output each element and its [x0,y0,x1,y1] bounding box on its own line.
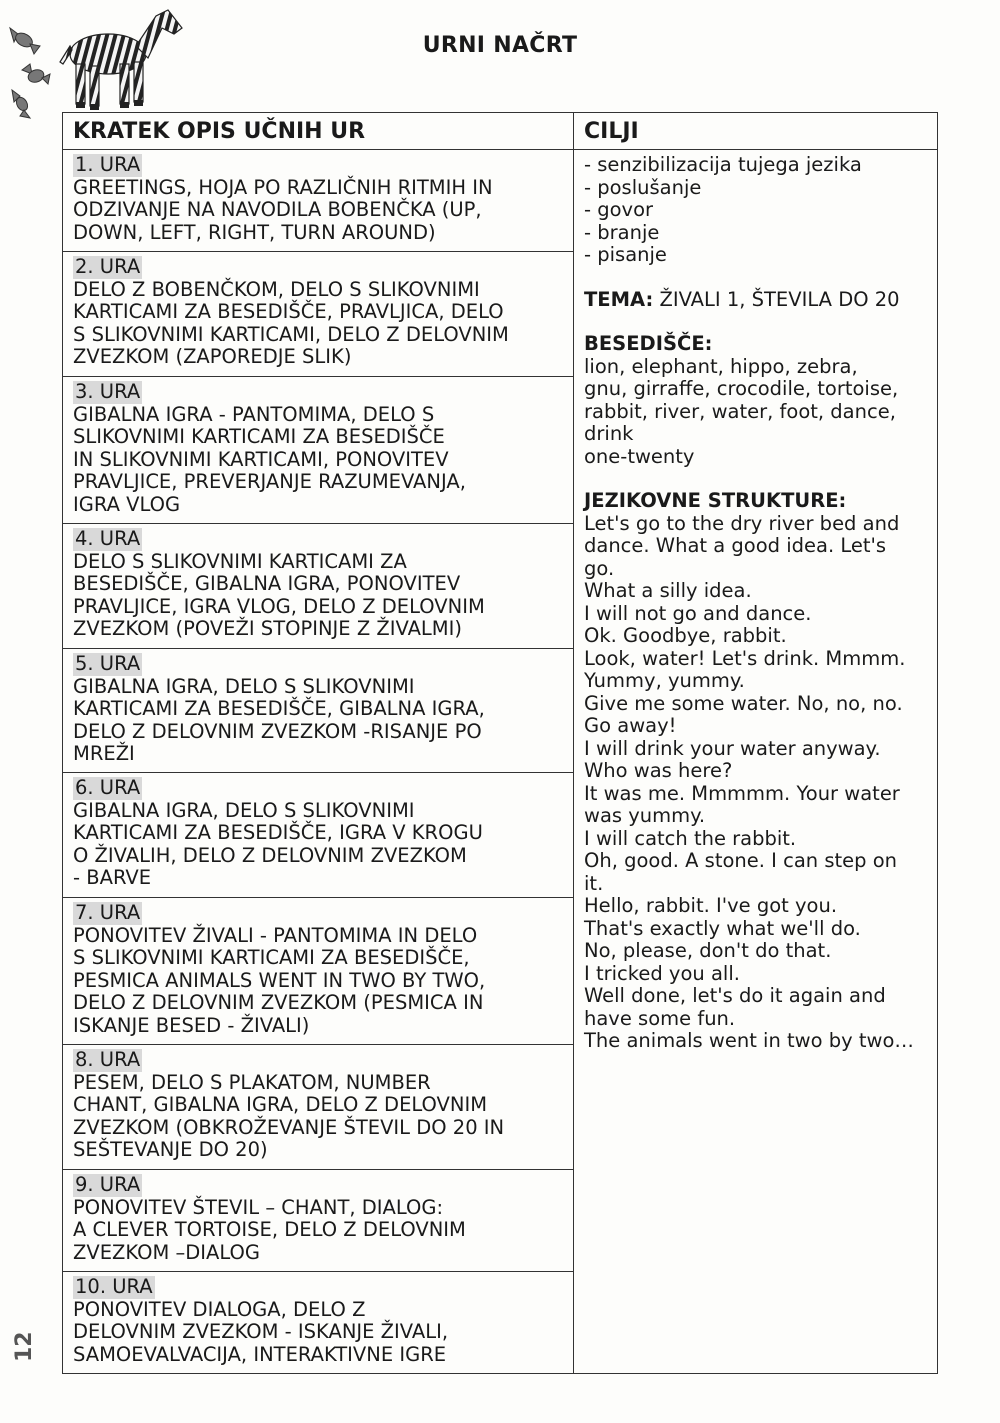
lesson-cell [63,524,573,649]
topic-label: TEMA: [584,287,654,311]
lesson-number: 4. URA [75,527,141,550]
lesson-number: 7. URA [75,901,141,924]
vocabulary-text: lion, elephant, hippo, zebra, gnu, girraffe, crocodile, tortoise, rabbit, river, water, foot, dance, drink one-twenty [584,354,899,468]
lesson-number: 8. URA [75,1048,141,1071]
lesson-description: GIBALNA IGRA, DELO S SLIKOVNIMI KARTICAMI ZA BESEDIŠČE, IGRA V KROGU O ŽIVALIH, DELO Z DELOVNIM ZVEZKOM - BARVE [73,798,483,889]
lesson-description: PONOVITEV ŽIVALI - PANTOMIMA IN DELO S SLIKOVNIMI KARTICAMI ZA BESEDIŠČE, PESMICA ANIMALS WENT IN TWO BY TWO, DELO Z DELOVNIM ZVEZKOM (PESMICA IN ISKANJE BESED - ŽIVALI) [73,923,486,1037]
goals-column-header: CILJI [574,113,937,150]
page-number: 12 [12,1331,37,1362]
lesson-cell [63,150,573,252]
language-structures-label: JEZIKOVNE STRUKTURE: [584,489,847,512]
language-structures-text: Let's go to the dry river bed and dance. What a good idea. Let's go. What a silly idea. I will not go and dance. Ok. Goodbye, rabbit. Look, water! Let's drink. Mmmm. Yummy, yummy. Give me some water. No, no, no. Go away! I will drink your water anyway. Who was here? It was me. Mmmmm. Your water was yummy. I will catch the rabbit. Oh, good. A stone. I can step on it. Hello, rabbit. I've got you. That's exactly what we'll do. No, please, don't do that. I tricked you all. Well done, let's do it again and have some fun. The animals went in two by two… [584,511,914,1052]
vocabulary-label: BESEDIŠČE: [584,332,713,355]
lesson-cell [63,898,573,1045]
lesson-description: PESEM, DELO S PLAKATOM, NUMBER CHANT, GIBALNA IGRA, DELO Z DELOVNIM ZVEZKOM (OBKROŽEVANJE ŠTEVIL DO 20 IN SEŠTEVANJE DO 20) [73,1070,505,1161]
goals-column [574,113,937,1373]
goal-item: - pisanje [584,244,929,267]
goal-item: - branje [584,222,929,245]
lesson-number: 3. URA [75,380,141,403]
lesson-description: GIBALNA IGRA, DELO S SLIKOVNIMI KARTICAMI ZA BESEDIŠČE, GIBALNA IGRA, DELO Z DELOVNIM ZVEZKOM -RISANJE PO MREŽI [73,674,485,765]
lesson-number: 2. URA [75,255,141,278]
goals-content [574,150,937,1053]
lesson-number: 5. URA [75,652,141,675]
goal-item: - govor [584,199,929,222]
lesson-description: PONOVITEV DIALOGA, DELO Z DELOVNIM ZVEZKOM - ISKANJE ŽIVALI, SAMOEVALVACIJA, INTERAKTIVNE IGRE [73,1297,449,1366]
topic-line [584,289,929,312]
goal-item: - senzibilizacija tujega jezika [584,154,929,177]
lesson-description: PONOVITEV ŠTEVIL – CHANT, DIALOG: A CLEVER TORTOISE, DELO Z DELOVNIM ZVEZKOM –DIALOG [73,1195,466,1264]
page-title: URNI NAČRT [422,33,578,58]
goal-item: - poslušanje [584,177,929,200]
lesson-description: DELO S SLIKOVNIMI KARTICAMI ZA BESEDIŠČE, GIBALNA IGRA, PONOVITEV PRAVLJICE, IGRA VLOG, DELO Z DELOVNIM ZVEZKOM (POVEŽI STOPINJE Z ŽIVALMI) [73,549,485,640]
lesson-cell [63,773,573,898]
lessons-column [63,113,574,1373]
lessons-column-header: KRATEK OPIS UČNIH UR [63,113,573,150]
lesson-number: 6. URA [75,776,141,799]
lesson-number: 1. URA [75,153,141,176]
lesson-plan-table [62,112,938,1374]
topic-value: ŽIVALI 1, ŠTEVILA DO 20 [653,287,900,311]
lesson-number: 9. URA [75,1173,141,1196]
lesson-number: 10. URA [75,1275,153,1298]
lesson-description: GREETINGS, HOJA PO RAZLIČNIH RITMIH IN ODZIVANJE NA NAVODILA BOBENČKA (UP, DOWN, LEFT, RIGHT, TURN AROUND) [73,175,493,244]
lesson-cell [63,252,573,377]
lesson-cell [63,1170,573,1272]
lesson-description: GIBALNA IGRA - PANTOMIMA, DELO S SLIKOVNIMI KARTICAMI ZA BESEDIŠČE IN SLIKOVNIMI KARTICAMI, PONOVITEV PRAVLJICE, PREVERJANJE RAZUMEVANJA, IGRA VLOG [73,402,466,516]
lesson-cell [63,649,573,773]
lesson-cell [63,1272,573,1375]
lesson-description: DELO Z BOBENČKOM, DELO S SLIKOVNIMI KARTICAMI ZA BESEDIŠČE, PRAVLJICA, DELO S SLIKOVNIMI KARTICAMI, DELO Z DELOVNIM ZVEZKOM (ZAPOREDJE SLIK) [73,277,509,368]
lesson-cell [63,377,573,524]
lesson-cell [63,1045,573,1170]
